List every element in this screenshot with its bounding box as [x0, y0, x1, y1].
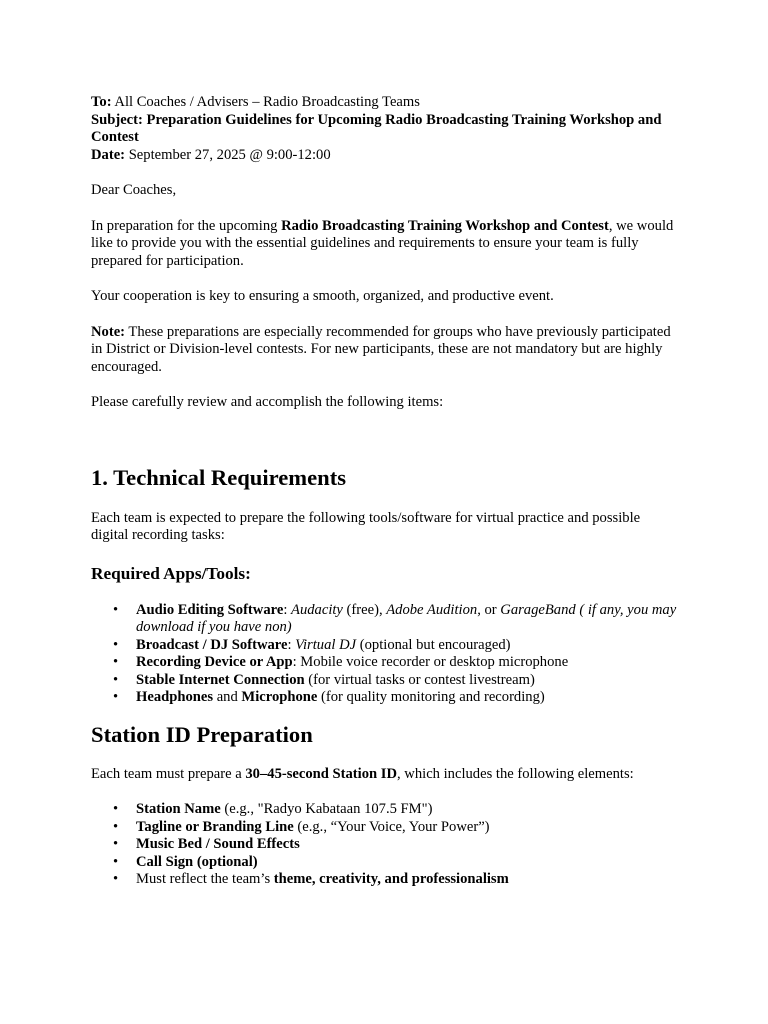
item-title: theme, creativity, and professionalism — [273, 871, 509, 887]
list-item-tagline — [91, 819, 677, 837]
list-item-internet — [91, 672, 677, 690]
station-intro-before: Each team must prepare a — [91, 765, 246, 782]
bullet: • — [113, 671, 119, 688]
subject-value: Preparation Guidelines for Upcoming Radio Broadcasting Training Workshop and Contest — [91, 111, 662, 145]
list-item-broadcast-dj — [91, 637, 677, 655]
note-paragraph — [91, 324, 677, 377]
station-intro — [91, 766, 677, 784]
technical-intro: Each team is expected to prepare the following tools/software for virtual practice and possible digital recording tasks: — [91, 509, 641, 543]
bullet: • — [113, 636, 119, 653]
item-title: Recording Device or App — [136, 654, 293, 670]
item-text: (for virtual tasks or contest livestream) — [304, 671, 535, 688]
item-separator: : — [283, 601, 292, 618]
bullet: • — [113, 871, 119, 887]
note-label: Note: — [91, 323, 126, 340]
item-text: , or — [477, 601, 501, 618]
station-elements-list — [91, 801, 677, 889]
app-virtual-dj: Virtual DJ — [295, 636, 357, 653]
bullet: • — [113, 689, 119, 705]
note-text: These preparations are especially recommended for groups who have previously participated in District or Division-level contests. For new participants, these are not mandatory but are highly encouraged. — [91, 323, 671, 375]
to-value: All Coaches / Advisers – Radio Broadcasting Teams — [111, 94, 420, 110]
greeting: Dear Coaches, — [91, 182, 177, 198]
item-title: Station Name — [136, 801, 221, 817]
date-label: Date: — [91, 146, 126, 163]
list-item-recording-device — [91, 654, 677, 672]
item-text: and — [213, 689, 242, 705]
item-text: (e.g., "Radyo Kabataan 107.5 FM") — [220, 801, 433, 817]
list-item-station-name — [91, 801, 677, 819]
required-apps-list — [91, 602, 677, 707]
item-text: (for quality monitoring and recording) — [317, 689, 545, 705]
bullet: • — [113, 853, 119, 870]
bullet: • — [113, 801, 119, 817]
item-text: (optional but encouraged) — [356, 636, 511, 653]
item-title: Headphones — [136, 689, 214, 705]
item-separator: : — [287, 636, 296, 653]
station-duration: 30–45-second Station ID — [245, 765, 397, 782]
app-adobe-audition: Adobe Audition — [386, 601, 478, 618]
item-title: Audio Editing Software — [136, 601, 284, 618]
list-item-music-bed — [91, 836, 677, 854]
station-intro-after: , which includes the following elements: — [397, 765, 634, 782]
intro-paragraph — [91, 218, 677, 271]
item-title: Stable Internet Connection — [136, 671, 305, 688]
document-body — [91, 94, 677, 889]
list-item-theme — [91, 871, 677, 889]
item-title: Tagline or Branding Line — [136, 818, 294, 835]
intro-after: , we would like to provide you with the essential guidelines and requirements to ensure your team is fully prepared for participation. — [91, 217, 674, 269]
review-paragraph: Please carefully review and accomplish the following items: — [91, 394, 444, 410]
date-line — [91, 147, 677, 165]
item-title: Call Sign (optional) — [136, 853, 258, 870]
to-line — [91, 94, 677, 112]
date-value: September 27, 2025 @ 9:00-12:00 — [125, 146, 331, 163]
to-label: To: — [91, 94, 112, 110]
list-item-audio-editing — [91, 602, 677, 637]
bullet: • — [113, 836, 119, 852]
item-title: Music Bed / Sound Effects — [136, 836, 300, 852]
section-technical-requirements-heading: 1. Technical Requirements — [91, 464, 347, 490]
list-item-headphones — [91, 689, 677, 707]
cooperation-paragraph: Your cooperation is key to ensuring a smooth, organized, and productive event. — [91, 288, 554, 304]
list-item-call-sign — [91, 854, 677, 872]
app-audacity: Audacity — [291, 601, 343, 618]
item-title: Broadcast / DJ Software — [136, 636, 288, 653]
bullet: • — [113, 818, 119, 835]
item-text: (e.g., “Your Voice, Your Power”) — [293, 818, 490, 835]
subject-line — [91, 112, 677, 147]
intro-before: In preparation for the upcoming — [91, 217, 282, 234]
item-title-2: Microphone — [241, 689, 318, 705]
event-name: Radio Broadcasting Training Workshop and Contest — [281, 217, 609, 234]
item-text: Must reflect the team’s — [136, 871, 274, 887]
app-garageband: GarageBand ( if any, you may download if you have non) — [136, 601, 677, 635]
bullet: • — [113, 601, 119, 618]
required-apps-heading: Required Apps/Tools: — [91, 563, 251, 583]
item-text: (free), — [342, 601, 387, 618]
section-station-id-heading: Station ID Preparation — [91, 721, 313, 747]
subject-label: Subject: — [91, 111, 143, 128]
bullet: • — [113, 654, 119, 670]
item-text: : Mobile voice recorder or desktop microphone — [292, 654, 569, 670]
